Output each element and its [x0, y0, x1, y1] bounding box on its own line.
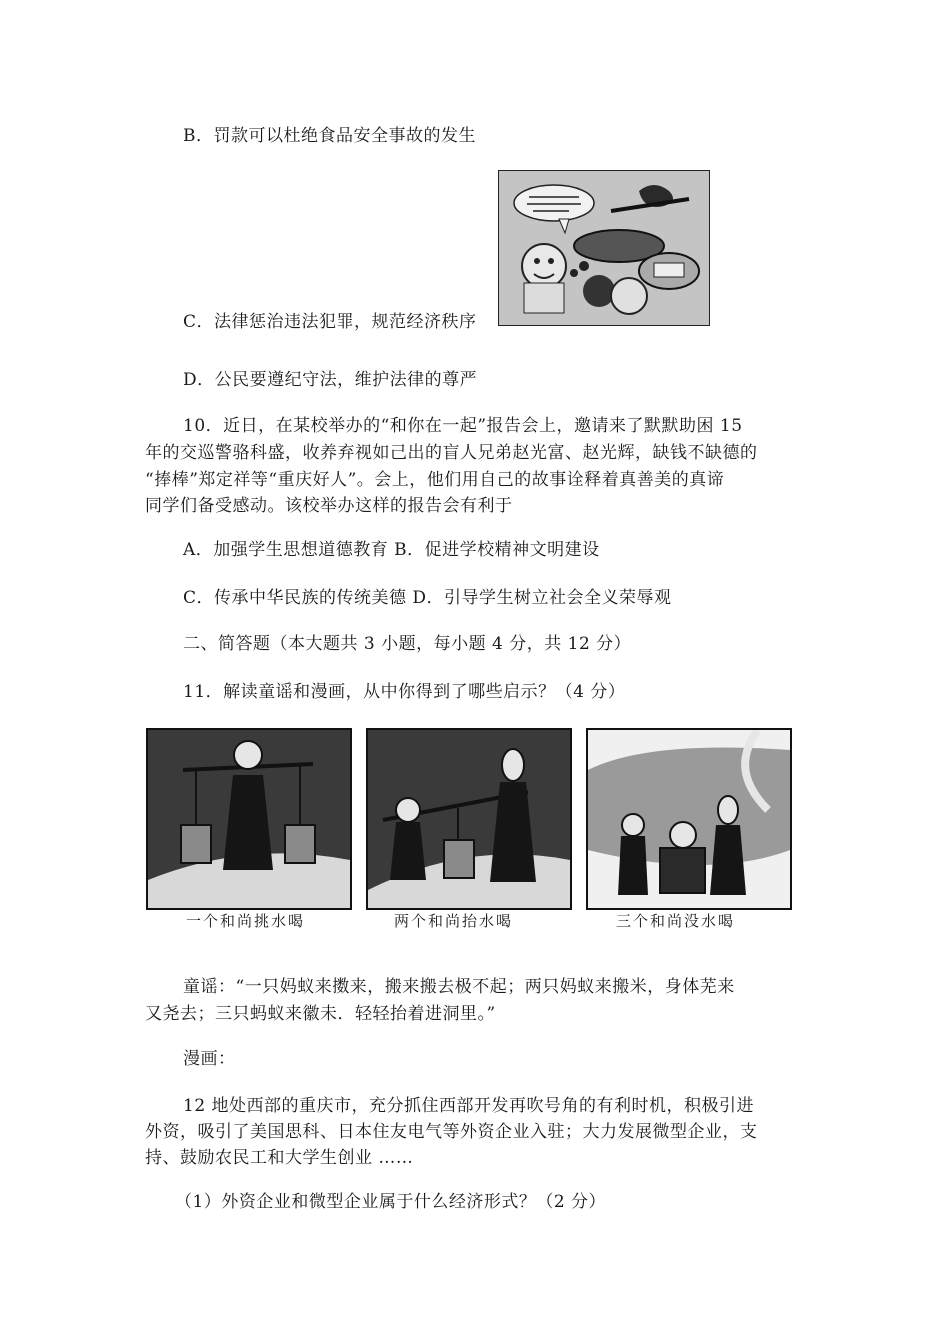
comic-caption-2: 两个和尚抬水喝: [394, 912, 514, 930]
q10-line-3: “捧棒”郑定祥等“重庆好人”。会上，他们用自己的故事诠释着真善美的真谛: [145, 470, 725, 490]
q10-options-cd: C．传承中华民族的传统美德 D．引导学生树立社会全义荣辱观: [183, 588, 672, 608]
q9-option-b: B．罚款可以杜绝食品安全事故的发生: [183, 126, 476, 146]
q12-line-2: 外资，吸引了美国思科、日本住友电气等外资企业入驻；大力发展微型企业，支: [145, 1122, 758, 1142]
comic-caption-3: 三个和尚没水喝: [616, 912, 736, 930]
q12-line-1: 12 地处西部的重庆市，充分抓住西部开发再吹号角的有利时机，积极引进: [183, 1096, 755, 1116]
comic-panel-two-monks: [366, 728, 572, 910]
q9-option-c: C．法律惩治违法犯罪，规范经济秩序: [183, 312, 477, 332]
comic-panel-three-monks: [586, 728, 792, 910]
q10-line-2: 年的交巡警骆科盛，收养弃视如己出的盲人兄弟赵光富、赵光辉，缺钱不缺德的: [145, 443, 758, 463]
q10-line-1: 10．近日，在某校举办的“和你在一起”报告会上，邀请来了默默助困 15: [183, 416, 743, 436]
q11-comic-label: 漫画：: [183, 1049, 236, 1069]
q10-options-ab: A．加强学生思想道德教育 B．促进学校精神文明建设: [183, 540, 600, 560]
food-safety-cartoon: [498, 170, 710, 326]
q12-line-3: 持、鼓励农民工和大学生创业 ……: [145, 1148, 414, 1168]
q11-question: 11．解读童谣和漫画，从中你得到了哪些启示？（4 分）: [183, 682, 626, 702]
comic-caption-1: 一个和尚挑水喝: [186, 912, 306, 930]
q12-sub-question-1: （1）外资企业和微型企业属于什么经济形式？（2 分）: [175, 1192, 607, 1212]
q10-line-4: 同学们备受感动。该校举办这样的报告会有利于: [145, 496, 513, 516]
q9-option-d: D．公民要遵纪守法，维护法律的尊严: [183, 370, 478, 390]
q11-rhyme-line-2: 又尧去；三只蚂蚁来徽未．轻轻抬着进洞里。”: [145, 1004, 496, 1024]
section-2-heading: 二、简答题（本大题共 3 小题，每小题 4 分，共 12 分）: [183, 634, 632, 654]
comic-panel-one-monk: [146, 728, 352, 910]
q11-rhyme-line-1: 童谣：“一只妈蚁来擞来，搬来搬去极不起；两只妈蚁来搬米，身体芜来: [183, 977, 735, 997]
